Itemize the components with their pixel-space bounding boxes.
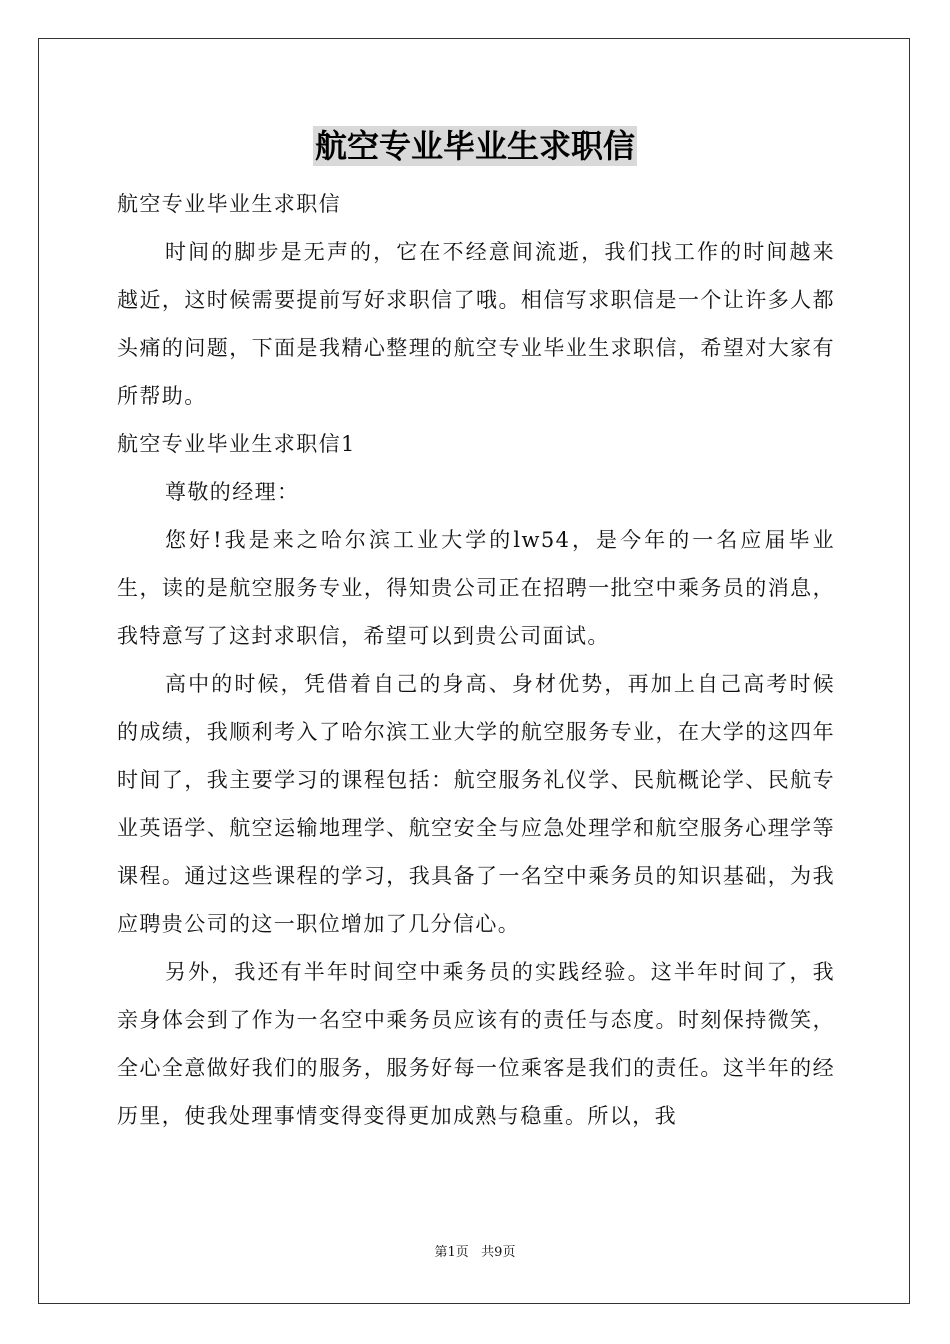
document-title: 航空专业毕业生求职信 — [314, 127, 635, 165]
intro-paragraph: 时间的脚步是无声的，它在不经意间流逝，我们找工作的时间越来越近，这时候需要提前写好求职信了哦。相信写求职信是一个让许多人都头痛的问题，下面是我精心整理的航空专业毕业生求职信，希望对大家有所帮助。 — [117, 240, 835, 408]
body-paragraph: 另外，我还有半年时间空中乘务员的实践经验。这半年时间了，我亲身体会到了作为一名空中乘务员应该有的责任与态度。时刻保持微笑，全心全意做好我们的服务，服务好每一位乘客是我们的责任。这半年的经历里，使我处理事情变得变得更加成熟与稳重。所以，我 — [117, 960, 835, 1128]
document-body — [117, 180, 835, 1140]
title-area — [0, 126, 950, 166]
body-paragraph: 您好!我是来之哈尔滨工业大学的lw54，是今年的一名应届毕业生，读的是航空服务专业，得知贵公司正在招聘一批空中乘务员的消息，我特意写了这封求职信，希望可以到贵公司面试。 — [117, 528, 835, 648]
document-subtitle: 航空专业毕业生求职信 — [117, 192, 341, 216]
page-footer: 第1页 共9页 — [434, 1245, 516, 1260]
body-paragraph: 高中的时候，凭借着自己的身高、身材优势，再加上自己高考时候的成绩，我顺利考入了哈尔滨工业大学的航空服务专业，在大学的这四年时间了，我主要学习的课程包括：航空服务礼仪学、民航概论学、民航专业英语学、航空运输地理学、航空安全与应急处理学和航空服务心理学等课程。通过这些课程的学习，我具备了一名空中乘务员的知识基础，为我应聘贵公司的这一职位增加了几分信心。 — [117, 672, 835, 936]
section-heading: 航空专业毕业生求职信1 — [117, 432, 356, 456]
salutation: 尊敬的经理： — [165, 480, 300, 504]
